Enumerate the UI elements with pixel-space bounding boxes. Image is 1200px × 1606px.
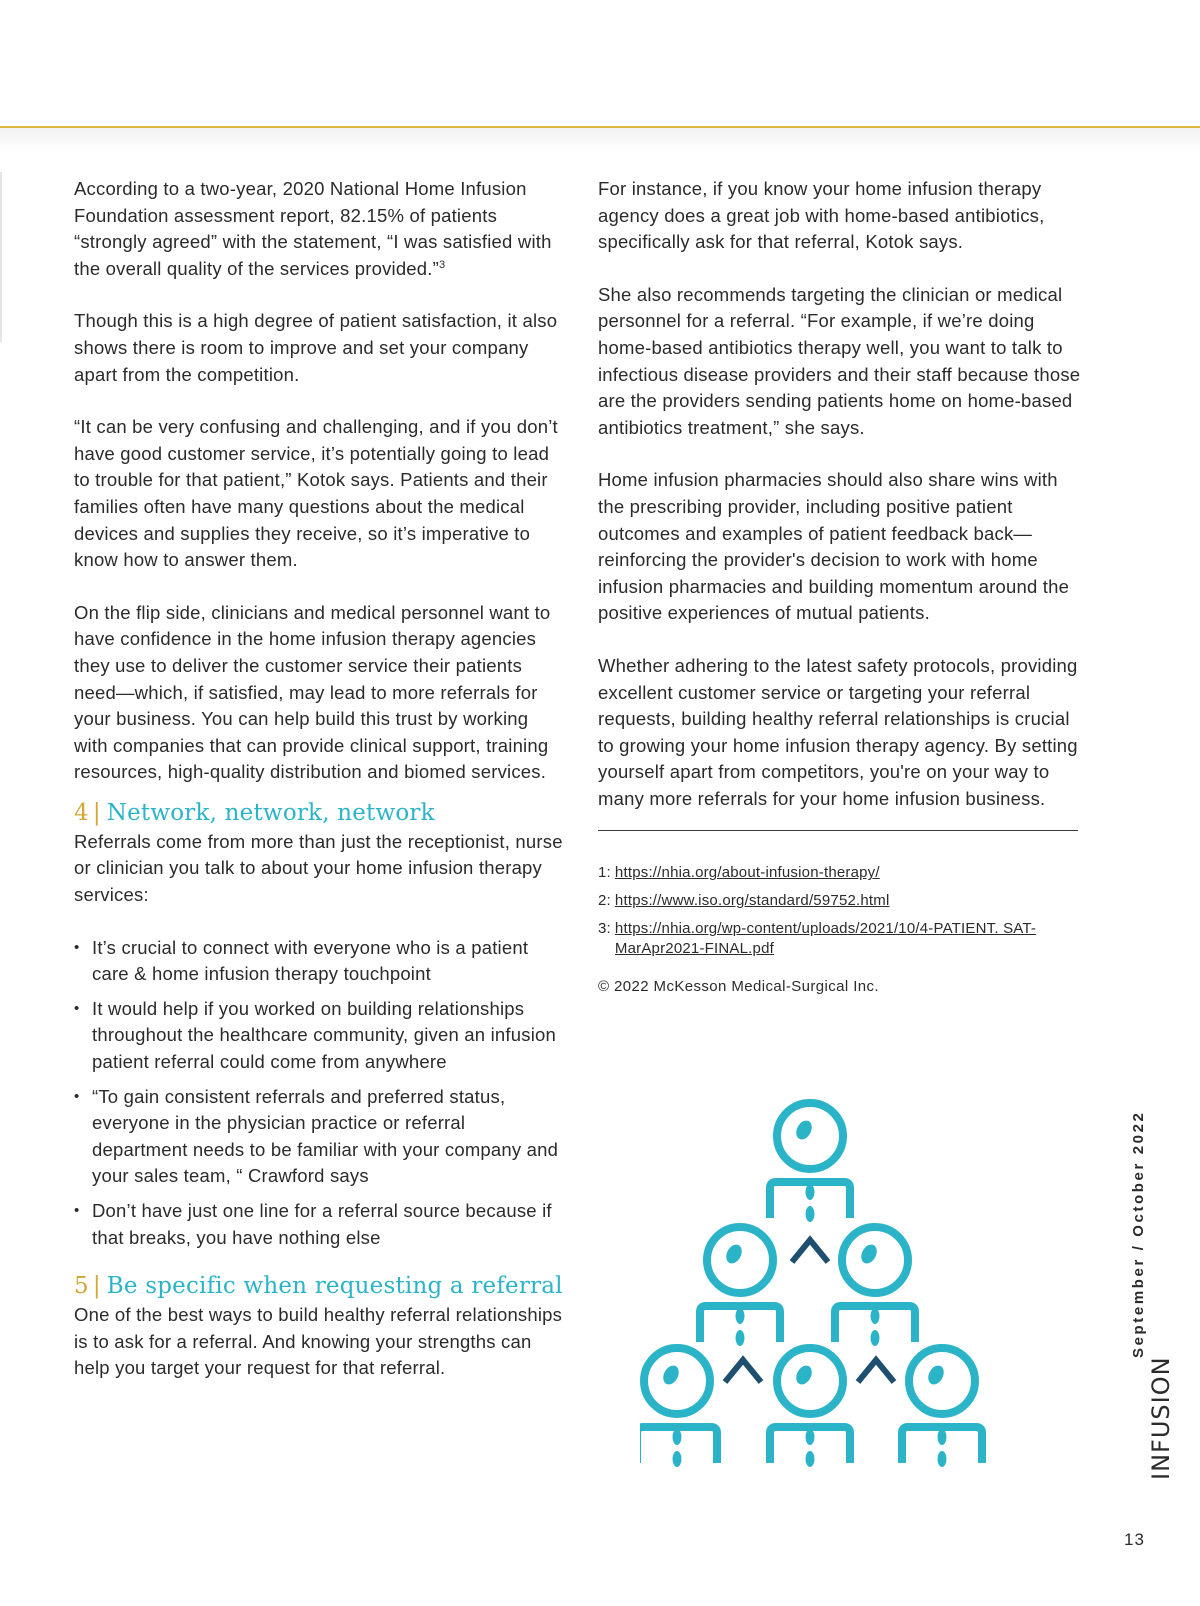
copyright: © 2022 McKesson Medical-Surgical Inc.	[598, 978, 879, 996]
paragraph: Whether adhering to the latest safety protocols, providing excellent customer service or targeting your referral requests, building healthy referral relationships is crucial to growing your home infusion therapy agency. By setting yourself apart from competitors, you're on your way to many more referrals for your home infusion business.	[598, 654, 1078, 809]
paragraph: Referrals come from more than just the receptionist, nurse or clinician you talk to about your home infusion therapy services:	[74, 830, 563, 906]
section-title: Be specific when requesting a referral	[106, 1273, 563, 1300]
footnote-link[interactable]: https://nhia.org/wp-content/uploads/2021/10/4-PATIENT. SAT-MarApr2021-FINAL.pdf	[614, 920, 1037, 958]
footnote: 1: https://nhia.org/about-infusion-therapy/	[598, 864, 880, 882]
chevron-icon	[858, 1360, 894, 1382]
footnote-ref: 3	[439, 258, 446, 271]
person-icon	[835, 1227, 915, 1346]
section-number: 4	[74, 799, 89, 826]
paragraph: One of the best ways to build healthy referral relationships is to ask for a referral. And knowing your strengths can help you target your request for that referral.	[74, 1304, 563, 1379]
infusion-logo: INFUSION	[1147, 1356, 1175, 1480]
issue-date: September / October 2022	[1130, 1110, 1147, 1358]
footnote: 2: https://www.iso.org/standard/59752.html	[598, 892, 890, 910]
list-item: • Don’t have just one line for a referral source because if that breaks, you have nothing else	[74, 1198, 564, 1251]
section-divider: |	[92, 1273, 101, 1300]
section-heading-5	[74, 1273, 564, 1300]
paragraph: Home infusion pharmacies should also share wins with the prescribing provider, including positive patient outcomes and examples of patient feedback back—reinforcing the provider's decision to work with home infusion pharmacies and building momentum around the positive experiences of mutual patients.	[598, 469, 1070, 624]
header-shadow	[0, 128, 1200, 154]
paragraph: On the flip side, clinicians and medical personnel want to have confidence in the home infusion therapy agencies they use to deliver the customer service their patients need—which, if satisfied, may lead to more referrals for your business. You can help build this trust by working with companies that can provide clinical support, training resources, high-quality distribution and biomed services.	[74, 601, 551, 783]
left-column	[74, 176, 564, 1408]
section-heading-4	[74, 800, 564, 827]
section-number: 5	[74, 1273, 89, 1300]
footnote: 3: https://nhia.org/wp-content/uploads/2021/10/4-PATIENT. SAT-MarApr2021-FINAL.pdf	[598, 919, 1088, 959]
paragraph: Though this is a high degree of patient satisfaction, it also shows there is room to improve and set your company apart from the competition.	[74, 310, 558, 385]
list-item: • It’s crucial to connect with everyone who is a patient care & home infusion therapy touchpoint	[74, 935, 564, 988]
bullet-list	[74, 935, 564, 1252]
list-item: • It would help if you worked on building relationships throughout the healthcare community, given an infusion patient referral could come from anywhere	[74, 996, 564, 1076]
paragraph: “It can be very confusing and challenging, and if you don’t have good customer service, it’s potentially going to lead to trouble for that patient,” Kotok says. Patients and their families often have many questions about the medical devices and supplies they receive, so it’s imperative to know how to answer them.	[74, 416, 558, 571]
person-icon	[700, 1227, 780, 1346]
margin-mark	[0, 172, 2, 342]
footnote-divider	[598, 830, 1078, 831]
list-item: • “To gain consistent referrals and preferred status, everyone in the physician practice or referral department needs to be familiar with your company and your sales team, “ Crawford says	[74, 1084, 564, 1190]
paragraph: She also recommends targeting the clinician or medical personnel for a referral. “For example, if we’re doing home-based antibiotics therapy well, you want to talk to infectious disease providers and their staff because those are the providers sending patients home on home-based antibiotics treatment,” she says.	[598, 283, 1081, 438]
chevron-icon	[725, 1360, 761, 1382]
paragraph: According to a two-year, 2020 National Home Infusion Foundation assessment report, 82.15% of patients “strongly agreed” with the statement, “I was satisfied with the overall quality of the services provided.”$^3$	[74, 178, 552, 279]
person-icon	[770, 1348, 850, 1467]
people-pyramid-icon	[640, 1096, 1020, 1480]
footnote-link[interactable]: https://nhia.org/about-infusion-therapy/	[614, 864, 880, 882]
person-icon	[770, 1103, 850, 1222]
person-icon	[902, 1348, 982, 1467]
section-title: Network, network, network	[106, 799, 435, 826]
person-icon	[640, 1348, 717, 1467]
section-divider: |	[92, 799, 101, 826]
paragraph: For instance, if you know your home infusion therapy agency does a great job with home-based antibiotics, specifically ask for that referral, Kotok says.	[598, 178, 1045, 253]
footnote-link[interactable]: https://www.iso.org/standard/59752.html	[614, 892, 890, 910]
page-number: 13	[1124, 1530, 1145, 1549]
chevron-icon	[792, 1240, 828, 1262]
right-column	[598, 176, 1088, 997]
